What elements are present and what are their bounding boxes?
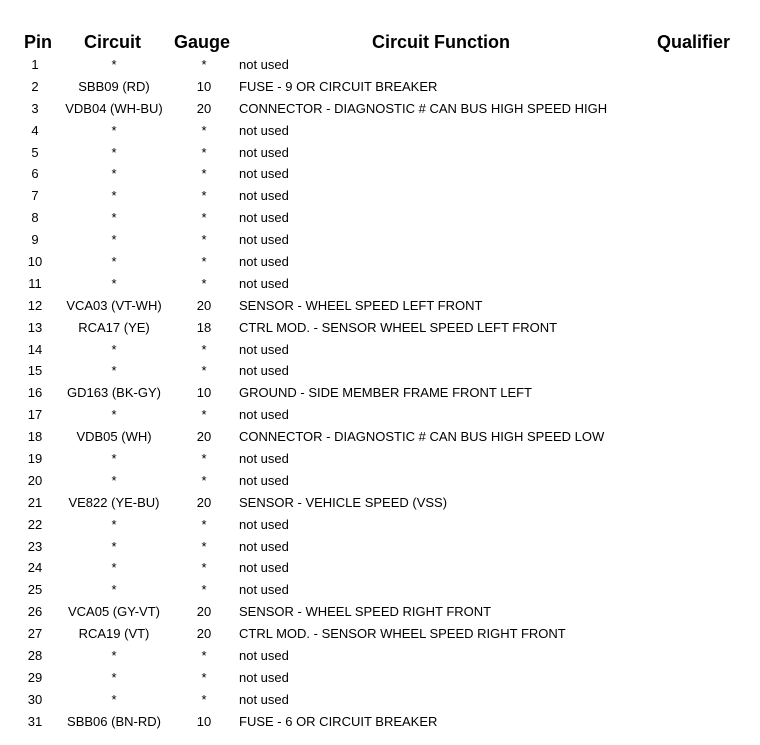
circuit-cell: VCA03 (VT-WH) (66, 297, 162, 313)
table-row (0, 448, 760, 470)
pin-cell: 4 (31, 122, 39, 138)
gauge-cell: * (201, 516, 207, 532)
table-row (0, 711, 760, 733)
gauge-cell: * (201, 472, 207, 488)
gauge-cell: * (201, 275, 207, 291)
pin-cell: 28 (27, 648, 43, 664)
pin-cell: 24 (27, 560, 43, 576)
circuit-cell: * (111, 669, 117, 685)
function-cell: CTRL MOD. - SENSOR WHEEL SPEED RIGHT FRONT (239, 626, 566, 642)
circuit-cell: RCA19 (VT) (78, 626, 150, 642)
function-cell: not used (239, 232, 289, 248)
table-row (0, 98, 760, 120)
pin-cell: 9 (31, 232, 39, 248)
function-cell: not used (239, 122, 289, 138)
pin-cell: 16 (27, 385, 43, 401)
function-cell: not used (239, 538, 289, 554)
circuit-cell: SBB09 (RD) (78, 78, 150, 94)
function-cell: CONNECTOR - DIAGNOSTIC # CAN BUS HIGH SPEED LOW (239, 429, 605, 445)
function-cell: not used (239, 451, 289, 467)
gauge-cell: * (201, 166, 207, 182)
pin-cell: 12 (27, 297, 43, 313)
header-circuit: Circuit (84, 32, 142, 52)
pin-cell: 3 (31, 100, 39, 116)
pin-cell: 15 (27, 363, 43, 379)
table-row (0, 251, 760, 273)
pin-cell: 20 (27, 472, 43, 488)
circuit-cell: * (111, 407, 117, 423)
gauge-cell: * (201, 560, 207, 576)
circuit-cell: * (111, 166, 117, 182)
gauge-cell: * (201, 691, 207, 707)
circuit-cell: * (111, 516, 117, 532)
gauge-cell: * (201, 407, 207, 423)
table-row (0, 207, 760, 229)
gauge-cell: 20 (196, 604, 212, 620)
function-cell: not used (239, 144, 289, 160)
table-row (0, 229, 760, 251)
table-row (0, 317, 760, 339)
circuit-cell: SBB06 (BN-RD) (67, 713, 161, 729)
gauge-cell: * (201, 210, 207, 226)
circuit-cell: * (111, 232, 117, 248)
circuit-cell: * (111, 691, 117, 707)
circuit-cell: * (111, 363, 117, 379)
gauge-cell: * (201, 144, 207, 160)
function-cell: not used (239, 363, 289, 379)
function-cell: not used (239, 669, 289, 685)
table-row (0, 557, 760, 579)
pin-cell: 6 (31, 166, 39, 182)
gauge-cell: * (201, 669, 207, 685)
function-cell: not used (239, 57, 289, 72)
function-cell: GROUND - SIDE MEMBER FRAME FRONT LEFT (239, 385, 532, 401)
gauge-cell: 10 (196, 385, 212, 401)
table-row (0, 536, 760, 558)
circuit-cell: * (111, 188, 117, 204)
header-gauge: Gauge (174, 32, 231, 52)
pin-cell: 1 (31, 57, 39, 72)
function-cell: CONNECTOR - DIAGNOSTIC # CAN BUS HIGH SPEED HIGH (239, 100, 608, 116)
pin-cell: 5 (31, 144, 39, 160)
function-cell: FUSE - 6 OR CIRCUIT BREAKER (239, 713, 438, 729)
circuit-cell: RCA17 (YE) (78, 319, 150, 335)
gauge-cell: 10 (196, 713, 212, 729)
gauge-cell: * (201, 582, 207, 598)
function-cell: SENSOR - WHEEL SPEED RIGHT FRONT (239, 604, 492, 620)
circuit-cell: * (111, 57, 117, 72)
pin-cell: 13 (27, 319, 43, 335)
table-row (0, 163, 760, 185)
function-cell: not used (239, 582, 289, 598)
table-row (0, 120, 760, 142)
circuit-cell: * (111, 210, 117, 226)
header-qualifier: Qualifier (657, 32, 731, 52)
pin-cell: 11 (28, 275, 42, 291)
gauge-cell: * (201, 188, 207, 204)
function-cell: not used (239, 166, 289, 182)
function-cell: not used (239, 210, 289, 226)
gauge-cell: * (201, 341, 207, 357)
table-row (0, 689, 760, 711)
gauge-cell: * (201, 451, 207, 467)
table-row (0, 382, 760, 404)
function-cell: SENSOR - WHEEL SPEED LEFT FRONT (239, 297, 483, 313)
gauge-cell: 18 (196, 319, 212, 335)
circuit-cell: * (111, 451, 117, 467)
gauge-cell: 20 (196, 626, 212, 642)
circuit-cell: * (111, 582, 117, 598)
function-cell: not used (239, 341, 289, 357)
table-row (0, 426, 760, 448)
pin-cell: 14 (27, 341, 43, 357)
pin-cell: 2 (31, 78, 39, 94)
gauge-cell: 20 (196, 429, 212, 445)
pin-cell: 10 (27, 254, 43, 270)
function-cell: not used (239, 275, 289, 291)
gauge-cell: * (201, 648, 207, 664)
table-row (0, 360, 760, 382)
function-cell: not used (239, 648, 289, 664)
pin-cell: 17 (27, 407, 43, 423)
header-circuit-function: Circuit Function (372, 32, 510, 52)
function-cell: FUSE - 9 OR CIRCUIT BREAKER (239, 78, 438, 94)
pin-cell: 30 (27, 691, 43, 707)
circuit-cell: VE822 (YE-BU) (68, 494, 160, 510)
table-row (0, 601, 760, 623)
gauge-cell: * (201, 363, 207, 379)
function-cell: not used (239, 560, 289, 576)
pin-cell: 8 (31, 210, 39, 226)
pin-cell: 23 (27, 538, 43, 554)
circuit-cell: VDB05 (WH) (76, 429, 152, 445)
table-row (0, 295, 760, 317)
pin-cell: 27 (27, 626, 43, 642)
function-cell: not used (239, 407, 289, 423)
table-row (0, 54, 760, 76)
circuit-cell: * (111, 254, 117, 270)
circuit-cell: * (111, 144, 117, 160)
gauge-cell: * (201, 122, 207, 138)
header-pin: Pin (24, 32, 53, 52)
pin-cell: 7 (31, 188, 39, 204)
table-row (0, 339, 760, 361)
function-cell: not used (239, 254, 289, 270)
pin-cell: 18 (27, 429, 43, 445)
pin-cell: 22 (27, 516, 43, 532)
pin-cell: 19 (27, 451, 43, 467)
table-row (0, 273, 760, 295)
circuit-cell: VDB04 (WH-BU) (65, 100, 163, 116)
circuit-cell: * (111, 122, 117, 138)
table-row (0, 492, 760, 514)
gauge-cell: 20 (196, 494, 212, 510)
function-cell: not used (239, 188, 289, 204)
gauge-cell: 20 (196, 297, 212, 313)
table-row (0, 645, 760, 667)
gauge-cell: 20 (196, 100, 212, 116)
circuit-cell: * (111, 560, 117, 576)
pin-cell: 26 (27, 604, 43, 620)
function-cell: CTRL MOD. - SENSOR WHEEL SPEED LEFT FRONT (239, 319, 558, 335)
circuit-cell: * (111, 472, 117, 488)
pin-cell: 21 (27, 494, 43, 510)
table-body (0, 54, 760, 733)
circuit-cell: * (111, 275, 117, 291)
circuit-cell: * (111, 648, 117, 664)
table-row (0, 185, 760, 207)
table-row (0, 404, 760, 426)
pin-cell: 31 (27, 713, 43, 729)
circuit-cell: * (111, 341, 117, 357)
gauge-cell: * (201, 57, 207, 72)
function-cell: not used (239, 472, 289, 488)
circuit-cell: VCA05 (GY-VT) (68, 604, 160, 620)
circuit-cell: GD163 (BK-GY) (67, 385, 161, 401)
gauge-cell: * (201, 254, 207, 270)
function-cell: SENSOR - VEHICLE SPEED (VSS) (239, 494, 448, 510)
gauge-cell: * (201, 538, 207, 554)
table-row (0, 579, 760, 601)
pin-cell: 25 (27, 582, 43, 598)
pin-cell: 29 (27, 669, 43, 685)
function-cell: not used (239, 516, 289, 532)
gauge-cell: 10 (196, 78, 212, 94)
table-row (0, 76, 760, 98)
function-cell: not used (239, 691, 289, 707)
table-row (0, 667, 760, 689)
table-row (0, 623, 760, 645)
table-row (0, 514, 760, 536)
table-row (0, 470, 760, 492)
gauge-cell: * (201, 232, 207, 248)
table-row (0, 142, 760, 164)
circuit-cell: * (111, 538, 117, 554)
